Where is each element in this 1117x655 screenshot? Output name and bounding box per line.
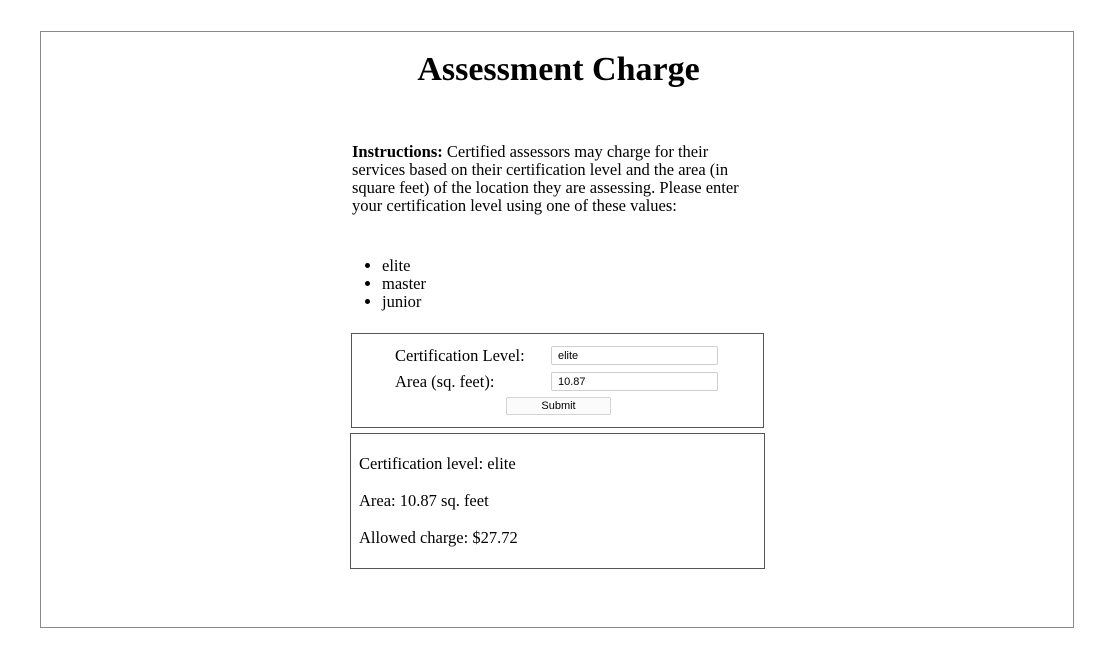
result-certification: Certification level: elite — [359, 454, 516, 473]
instructions-body: Certified assessors may charge for their services based on their certification level and the area (in square feet) of the location they are assessing. Please enter your certification level using one of these values: — [352, 142, 739, 215]
submit-button[interactable]: Submit — [506, 397, 611, 415]
certification-levels-list — [352, 257, 426, 311]
list-item: • master — [382, 275, 426, 293]
area-row — [352, 371, 763, 393]
certification-row — [352, 345, 763, 367]
instructions-label: Instructions: — [352, 142, 443, 161]
area-input[interactable] — [551, 372, 718, 391]
instructions-text — [352, 143, 762, 215]
certification-input[interactable] — [551, 346, 718, 365]
page-title: Assessment Charge — [417, 51, 700, 88]
list-item: • junior — [382, 293, 426, 311]
result-panel — [350, 433, 765, 569]
result-charge: Allowed charge: $27.72 — [359, 528, 518, 547]
certification-label: Certification Level: — [395, 346, 525, 365]
assessment-form — [351, 333, 764, 428]
list-item: • elite — [382, 257, 426, 275]
area-label: Area (sq. feet): — [395, 372, 495, 391]
result-area: Area: 10.87 sq. feet — [359, 491, 489, 510]
